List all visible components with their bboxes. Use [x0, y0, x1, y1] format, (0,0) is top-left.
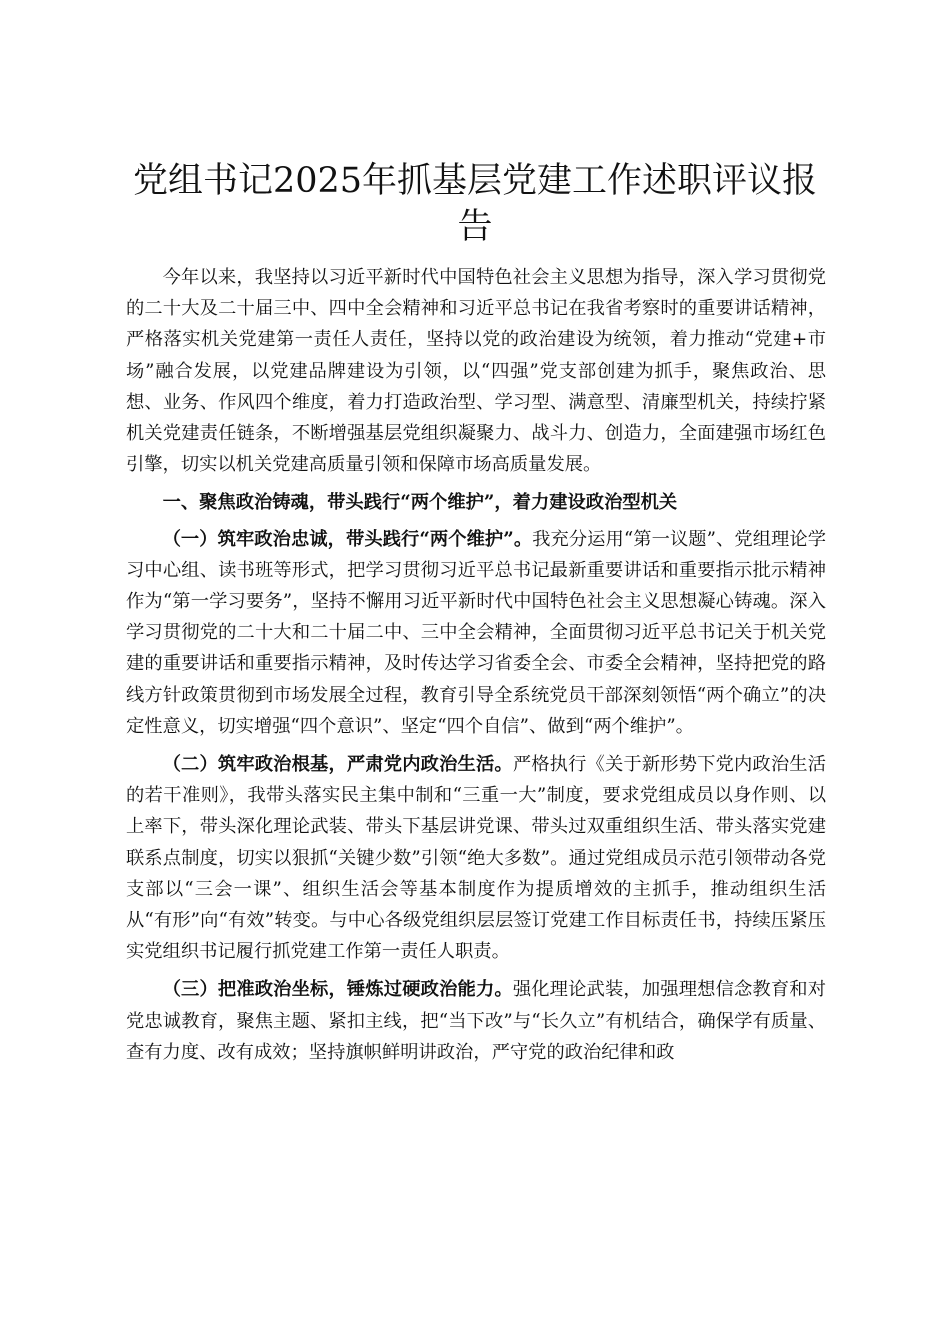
subsection-lead-2: （二）筑牢政治根基，严肃党内政治生活。: [162, 754, 513, 776]
subsection-lead-1: （一）筑牢政治忠诚，带头践行“两个维护”。: [162, 528, 533, 550]
section-heading: 一、聚焦政治铸魂，带头践行“两个维护”，着力建设政治型机关: [162, 492, 678, 514]
subsection-text-3: 强化理论武装，加强理想信念教育和对党忠诚教育，聚焦主题、紧扣主线，把“当下改”与“长久立”有机结合，确保学有质量、查有力度、改有成效；坚持旗帜鲜明讲政治，严守党的政治纪律和政: [126, 979, 827, 1063]
subsection-paragraph-3: [126, 974, 826, 1068]
subsection-lead-3: （三）把准政治坐标，锤炼过硬政治能力。: [162, 979, 513, 1001]
subsection-paragraph-2: [126, 749, 826, 967]
document-body: [126, 262, 826, 1075]
subsection-text-2: 严格执行《关于新形势下党内政治生活的若干准则》，我带头落实民主集中制和“三重一大”制度，要求党组成员以身作则、以上率下，带头深化理论武装、带头下基层讲党课、带头过双重组织生活、带头落实党建联系点制度，切实以狠抓“关键少数”引领“绝大多数”。通过党组成员示范引领带动各党支部以“三会一课”、组织生活会等基本制度作为提质增效的主抓手，推动组织生活从“有形”向“有效”转变。与中心各级党组织层层签订党建工作目标责任书，持续压紧压实党组织书记履行抓党建工作第一责任人职责。: [126, 754, 827, 963]
subsection-paragraph-1: [126, 524, 826, 742]
intro-paragraph: 今年以来，我坚持以习近平新时代中国特色社会主义思想为指导，深入学习贯彻党的二十大及二十届三中、四中全会精神和习近平总书记在我省考察时的重要讲话精神，严格落实机关党建第一责任人责任，坚持以党的政治建设为统领，着力推动“党建+市场”融合发展，以党建品牌建设为引领，以“四强”党支部创建为抓手，聚焦政治、思想、业务、作风四个维度，着力打造政治型、学习型、满意型、清廉型机关，持续拧紧机关党建责任链条，不断增强基层党组织凝聚力、战斗力、创造力，全面建强市场红色引擎，切实以机关党建高质量引领和保障市场高质量发展。: [126, 267, 826, 476]
subsection-text-1: 我充分运用“第一议题”、党组理论学习中心组、读书班等形式，把学习贯彻习近平总书记最新重要讲话和重要指示批示精神作为“第一学习要务”，坚持不懈用习近平新时代中国特色社会主义思想凝心铸魂。深入学习贯彻党的二十大和二十届二中、三中全会精神，全面贯彻习近平总书记关于机关党建的重要讲话和重要指示精神，及时传达学习省委全会、市委全会精神，坚持把党的路线方针政策贯彻到市场发展全过程，教育引导全系统党员干部深刻领悟“两个确立”的决定性意义，切实增强“四个意识”、坚定“四个自信”、做到“两个维护”。: [126, 528, 826, 737]
document-title: 党组书记2025年抓基层党建工作述职评议报告: [132, 161, 818, 247]
